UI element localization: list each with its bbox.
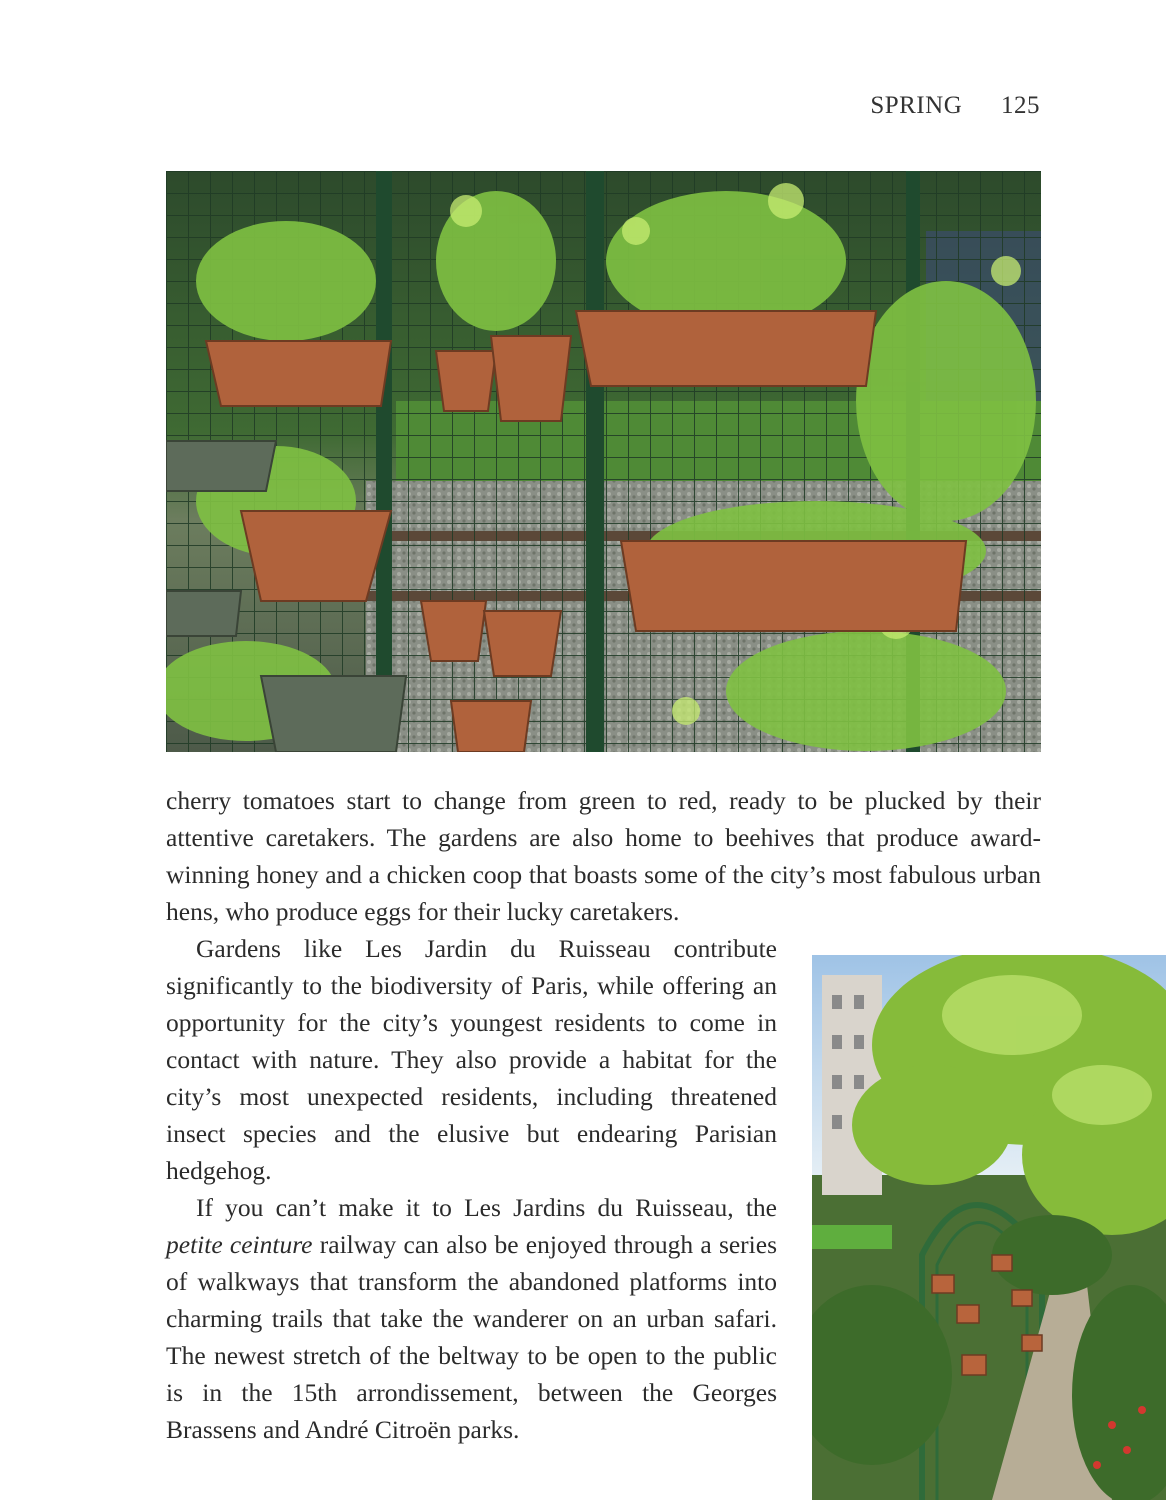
body-paragraph-3 — [166, 1189, 777, 1448]
page-number: 125 — [1001, 92, 1040, 119]
paragraph-3-italic: petite ceinture — [166, 1230, 313, 1259]
body-paragraph-1: cherry tomatoes start to change from green to red, ready to be plucked by their attentive caretakers. The gardens are also home to beehives that produce award-winning honey and a chicken coop that boasts some of the city’s most fabulous urban hens, who produce eggs for their lucky caretakers. — [166, 786, 1041, 926]
section-title: SPRING — [870, 92, 963, 119]
garden-arch-walkway-photo — [812, 955, 1166, 1500]
garden-fence-planters-photo — [166, 171, 1041, 752]
paragraph-3-start: If you can’t make it to Les Jardins du Ruisseau, the — [196, 1193, 777, 1222]
running-header — [870, 92, 1040, 120]
body-paragraph-2: Gardens like Les Jardin du Ruisseau contribute significantly to the biodiversity of Paris, while offering an opportunity for the city’s youngest residents to come in contact with nature. They also provide a habitat for the city’s most unexpected residents, including threatened insect species and the elusive but endearing Parisian hedgehog. — [166, 934, 777, 1185]
paragraph-3-end: railway can also be enjoyed through a series of walkways that transform the abandoned platforms into charming trails that take the wanderer on an urban safari. The newest stretch of the beltway to be open to the public is in the 15th arrondissement, between the Georges Brassens and André Citroën parks. — [166, 1230, 778, 1444]
